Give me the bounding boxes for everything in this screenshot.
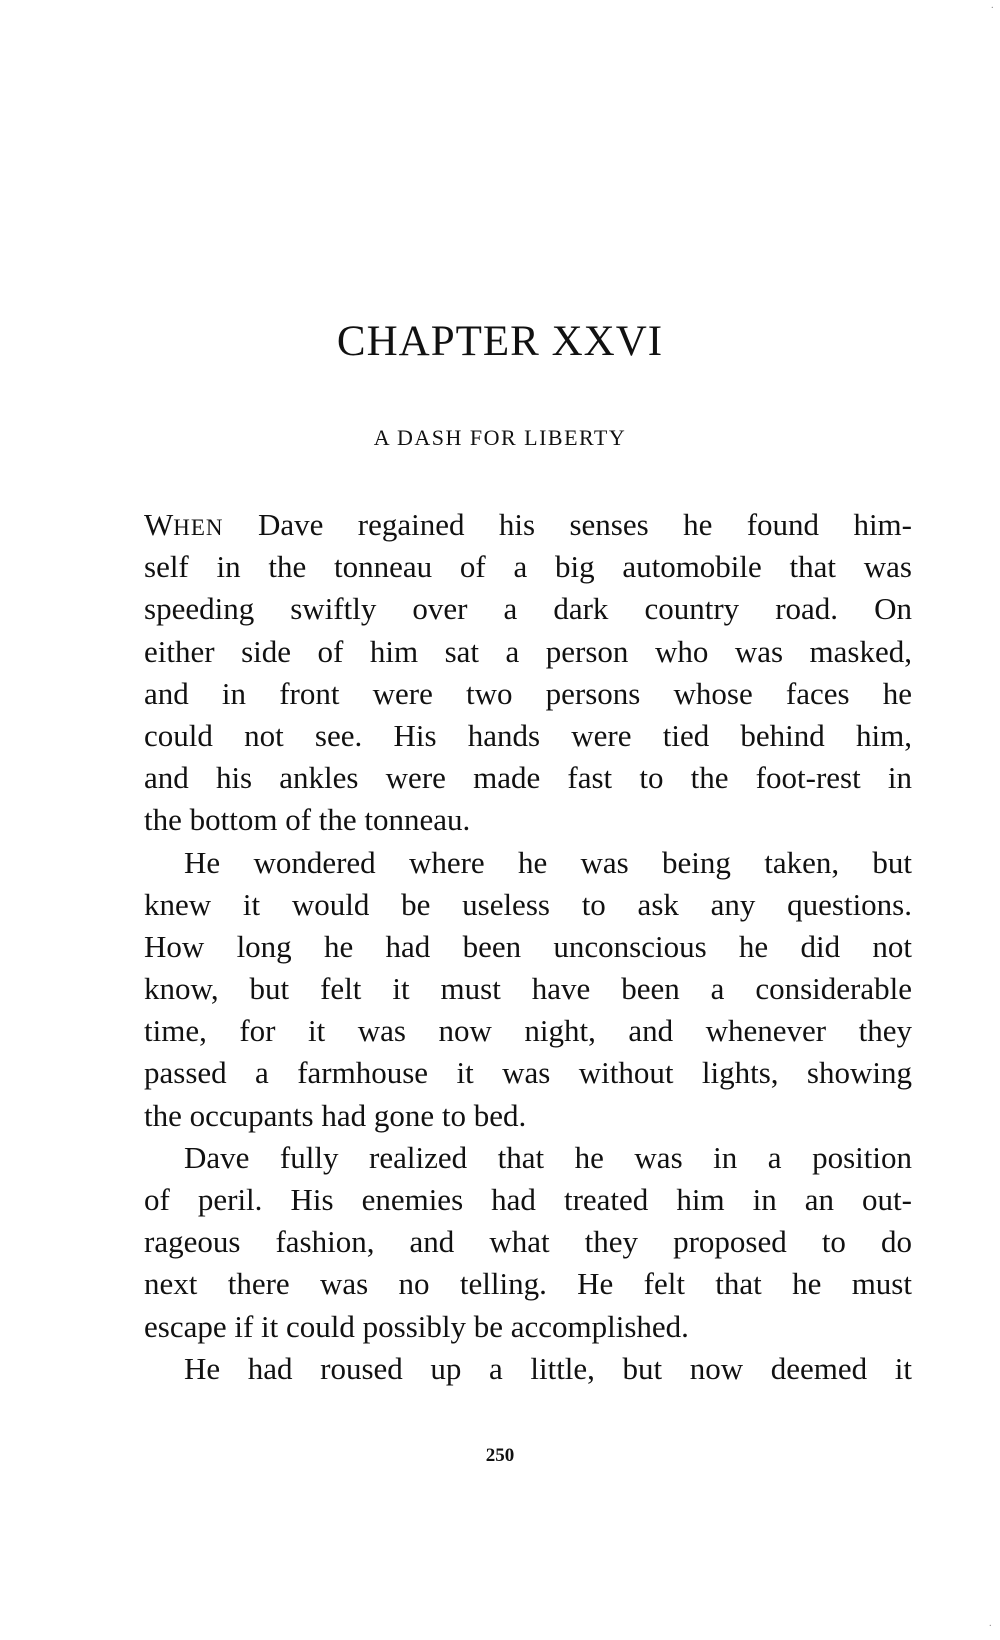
body-line-14: passed a farmhouse it was without lights, showing: [144, 1055, 912, 1091]
body-line-16: Dave fully realized that he was in a position: [184, 1139, 912, 1175]
body-line-11: How long he had been unconscious he did not: [144, 928, 912, 964]
body-line-1: [144, 504, 912, 546]
body-line-12: know, but felt it must have been a considerable: [144, 971, 912, 1007]
scan-artifact: ·: [988, 1621, 992, 1632]
small-caps-rest: HEN: [173, 515, 224, 540]
body-line-21: He had roused up a little, but now deemed it: [184, 1350, 912, 1386]
body-text: [144, 504, 912, 1390]
body-line-4: either side of him sat a person who was masked,: [144, 633, 912, 669]
body-line-2: self in the tonneau of a big automobile that was: [144, 549, 912, 585]
body-line-7: and his ankles were made fast to the foot-rest in: [144, 760, 912, 796]
chapter-heading: CHAPTER XXVI: [336, 318, 664, 365]
body-line-6: could not see. His hands were tied behind him,: [144, 717, 912, 753]
body-line-17: of peril. His enemies had treated him in an out-: [144, 1182, 912, 1217]
scan-artifact: ·: [990, 3, 994, 14]
body-line-20: escape if it could possibly be accomplished.: [144, 1308, 689, 1344]
chapter-subtitle: A DASH FOR LIBERTY: [373, 425, 627, 450]
body-line-19: next there was no telling. He felt that he must: [144, 1266, 912, 1302]
body-line-10: knew it would be useless to ask any questions.: [144, 886, 912, 922]
line-text: Dave regained his senses he found him-: [223, 507, 912, 542]
body-line-3: speeding swiftly over a dark country road. On: [144, 591, 912, 627]
body-line-18: rageous fashion, and what they proposed to do: [144, 1224, 912, 1260]
page-number: 250: [485, 1445, 515, 1466]
body-line-15: the occupants had gone to bed.: [144, 1097, 527, 1133]
body-line-13: time, for it was now night, and whenever they: [144, 1013, 912, 1049]
body-line-8: the bottom of the tonneau.: [144, 802, 471, 838]
body-line-5: and in front were two persons whose faces he: [144, 675, 912, 711]
small-caps-initial: W: [144, 507, 174, 542]
body-line-9: He wondered where he was being taken, but: [184, 844, 912, 880]
